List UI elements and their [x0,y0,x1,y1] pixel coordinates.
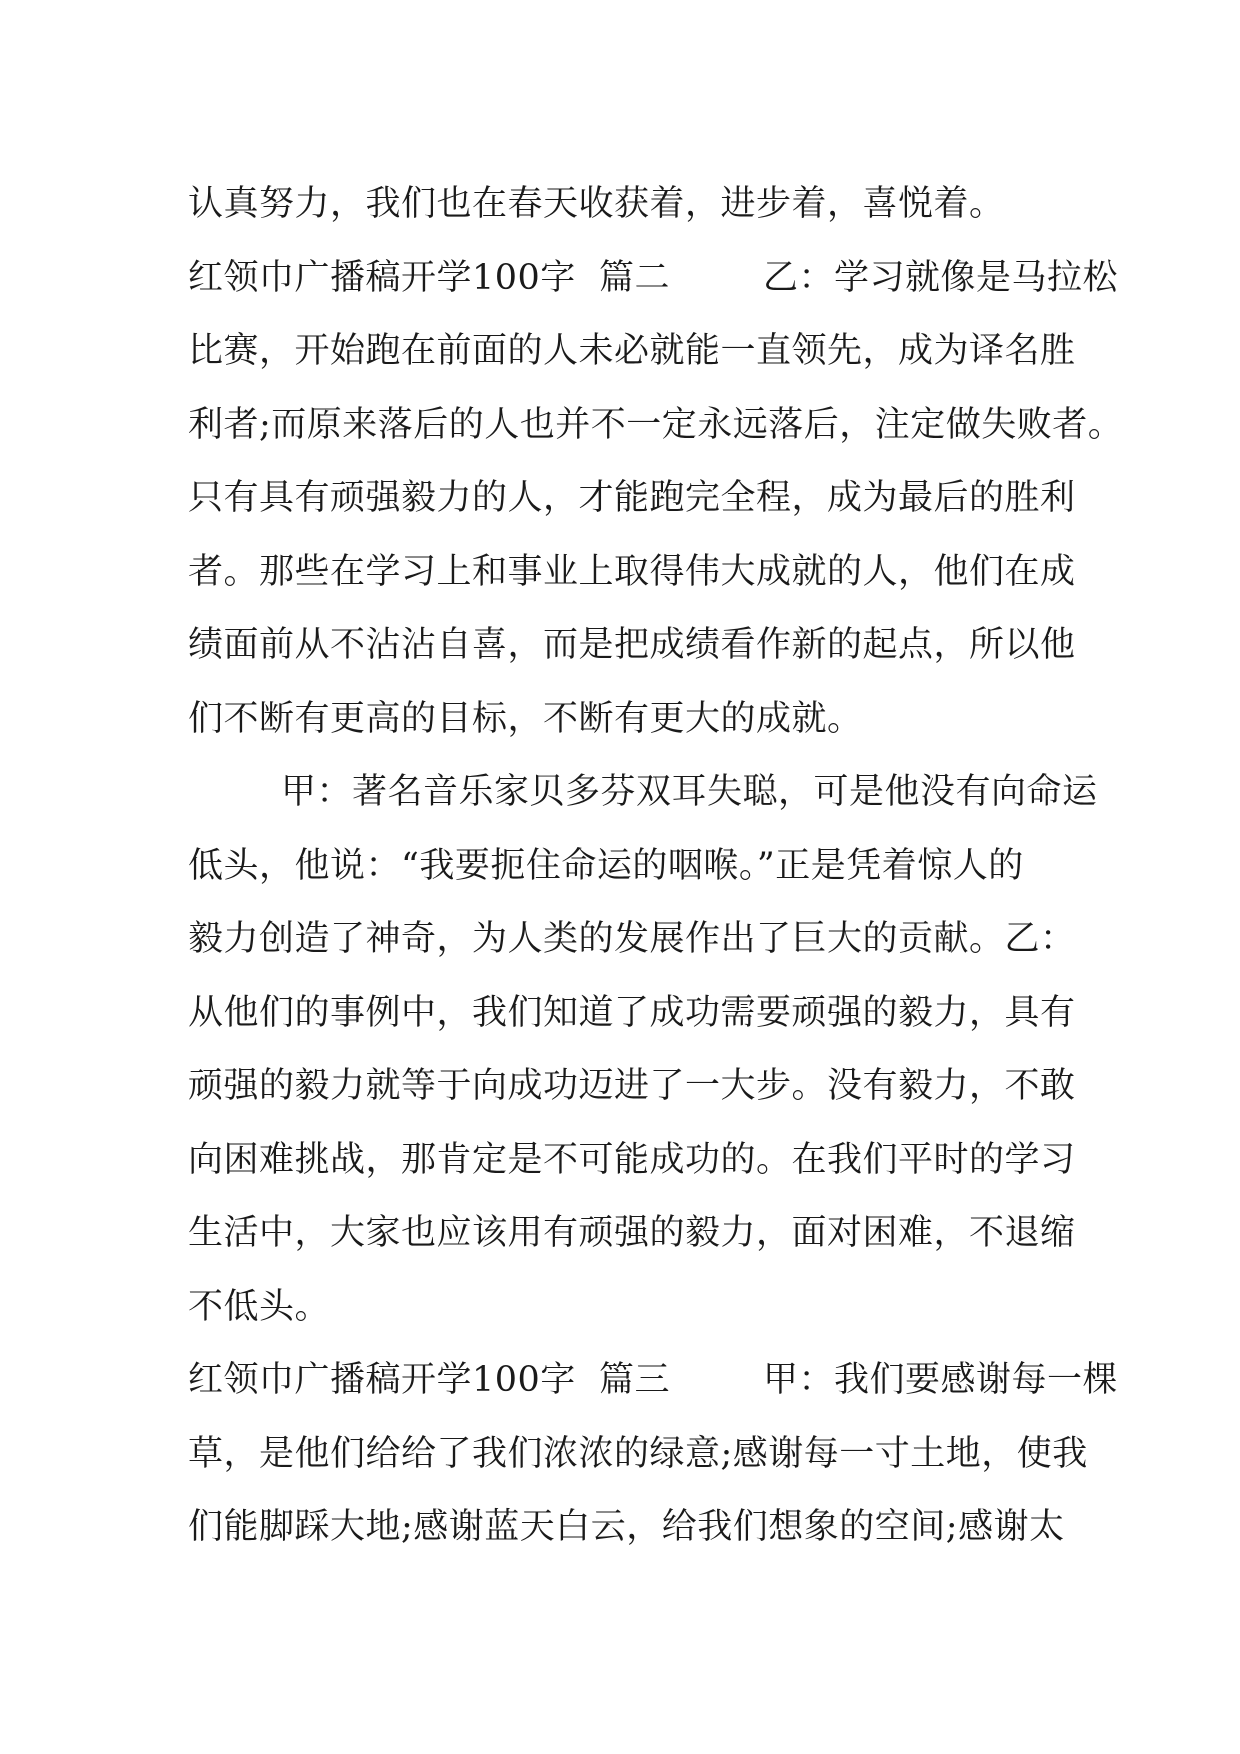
text-line: 毅力创造了神奇，为人类的发展作出了巨大的贡献。乙： [188,919,1076,959]
text-line: 低头，他说：“我要扼住命运的咽喉。”正是凭着惊人的 [188,845,1024,886]
section-heading-line: 红领巾广播稿开学100字 篇二 乙：学习就像是马拉松 [188,257,1119,298]
text-line: 不低头。 [188,1286,331,1327]
text-line: 草，是他们给给了我们浓浓的绿意;感谢每一寸土地，使我 [188,1433,1088,1474]
text-line: 们不断有更高的目标，不断有更大的成就。 [188,698,863,739]
section-heading-line: 红领巾广播稿开学100字 篇三 甲：我们要感谢每一棵 [188,1360,1119,1400]
text-line: 甲：著名音乐家贝多芬双耳失聪，可是他没有向命运 [188,772,1098,812]
text-line: 从他们的事例中，我们知道了成功需要顽强的毅力，具有 [188,992,1076,1033]
text-line: 们能脚踩大地;感谢蓝天白云，给我们想象的空间;感谢太 [188,1507,1065,1547]
text-line: 向困难挑战，那肯定是不可能成功的。在我们平时的学习 [188,1139,1076,1180]
text-line: 利者;而原来落后的人也并不一定永远落后，注定做失败者。 [188,404,1124,445]
text-line: 生活中，大家也应该用有顽强的毅力，面对困难，不退缩 [188,1213,1076,1253]
text-line: 比赛，开始跑在前面的人未必就能一直领先，成为译名胜 [188,331,1076,371]
text-line: 认真努力，我们也在春天收获着，进步着，喜悦着。 [188,184,1005,224]
text-line: 者。那些在学习上和事业上取得伟大成就的人，他们在成 [188,551,1076,592]
text-line: 顽强的毅力就等于向成功迈进了一大步。没有毅力，不敢 [188,1066,1076,1106]
text-line: 只有具有顽强毅力的人，才能跑完全程，成为最后的胜利 [188,478,1076,518]
body-text [188,168,1124,1565]
text-line: 绩面前从不沾沾自喜，而是把成绩看作新的起点，所以他 [188,625,1076,665]
